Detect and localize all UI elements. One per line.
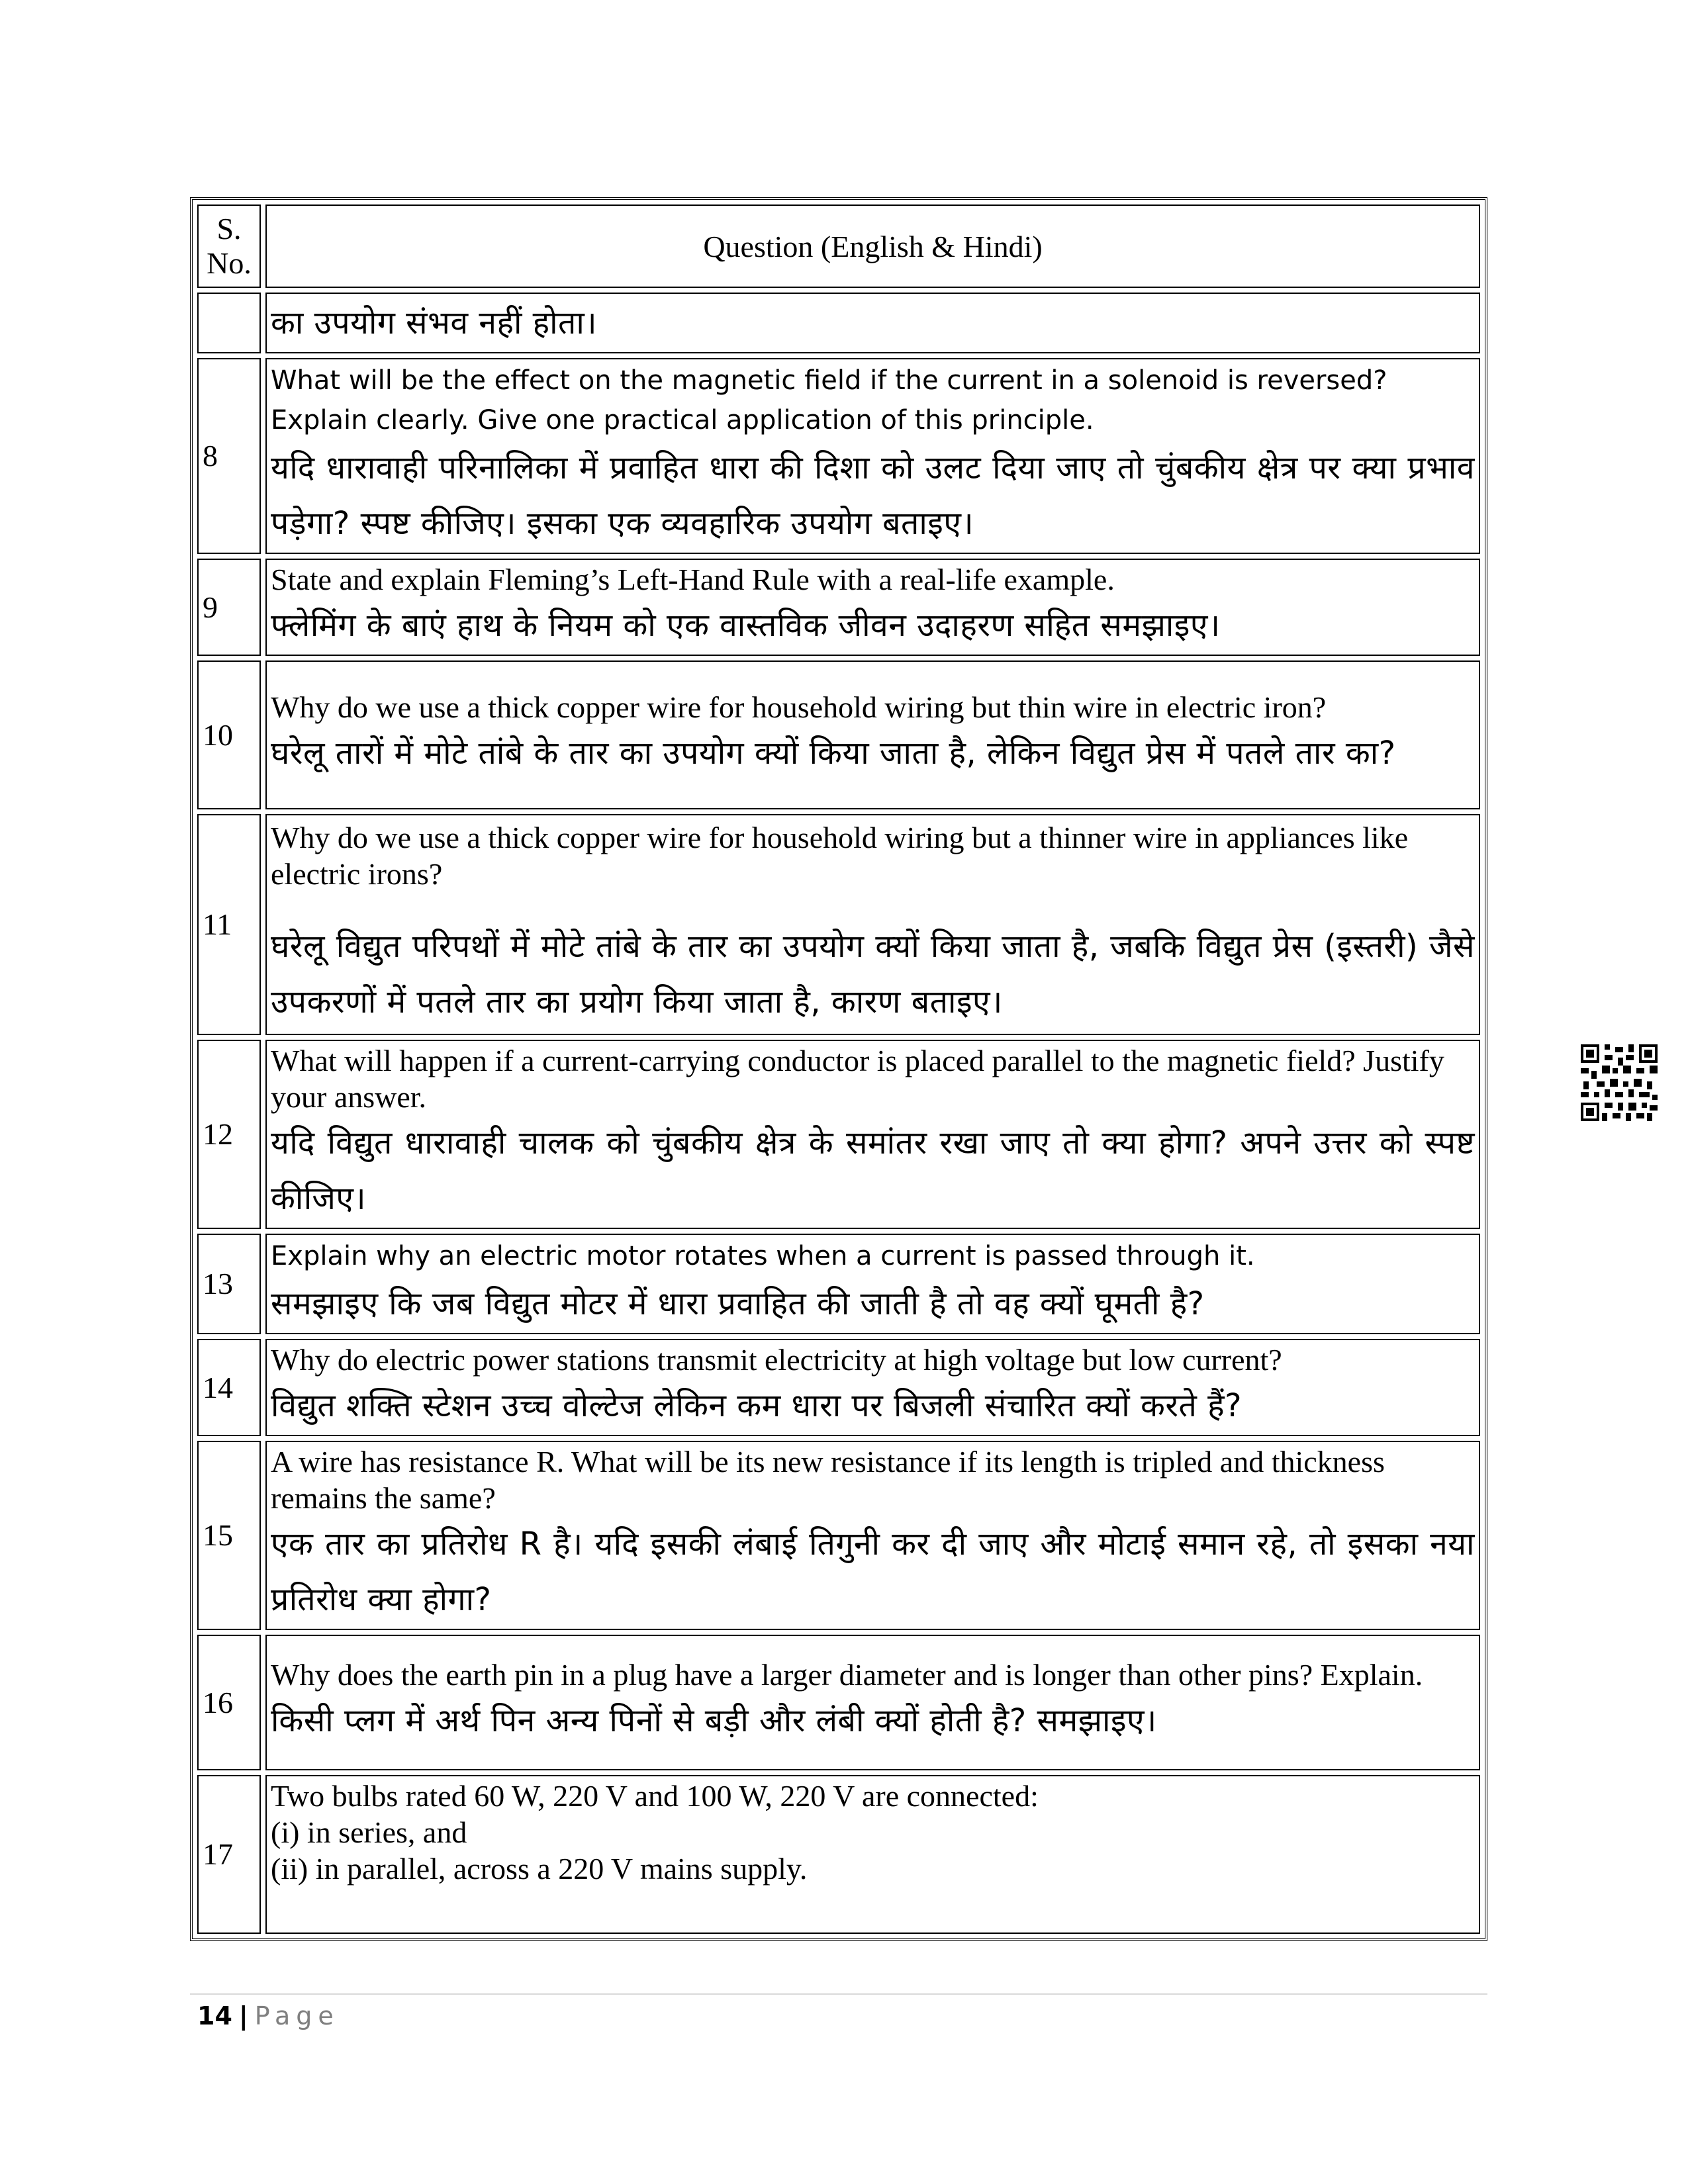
row-question [265,293,1480,353]
row-sno [197,293,261,353]
row-question [265,1441,1480,1630]
row-sno: 10 [197,660,261,809]
header-question: Question (English & Hindi) [265,205,1480,288]
question-english: (ii) in parallel, across a 220 V mains supply. [271,1852,808,1886]
table-row [197,660,1480,809]
qr-code-icon [1581,1044,1658,1121]
row-sno: 12 [197,1040,261,1229]
page-footer [197,2000,340,2032]
question-hindi: किसी प्लग में अर्थ पिन अन्य पिनों से बड़ी और लंबी क्यों होती है? समझाइए। [271,1702,1157,1739]
row-question [265,660,1480,809]
question-english: What will be the effect on the magnetic field if the current in a solenoid is reversed? Explain clearly. Give one practical application of this principle. [271,365,1387,435]
question-english: Why do we use a thick copper wire for household wiring but thin wire in electric iron? [271,690,1327,724]
footer-divider [190,1993,1487,1995]
table-row [197,814,1480,1035]
question-hindi: यदि विद्युत धारावाही चालक को चुंबकीय क्षेत्र के समांतर रखा जाए तो क्या होगा? अपने उत्तर को स्पष्ट कीजिए। [271,1124,1475,1217]
question-hindi: का उपयोग संभव नहीं होता। [271,304,598,341]
question-english: Explain why an electric motor rotates when a current is passed through it. [271,1241,1255,1271]
row-sno: 14 [197,1339,261,1436]
row-question [265,1234,1480,1334]
row-sno: 13 [197,1234,261,1334]
table-row [197,1441,1480,1630]
row-question [265,1775,1480,1934]
table-row [197,293,1480,353]
table-row [197,1635,1480,1770]
question-english: A wire has resistance R. What will be its new resistance if its length is tripled and thickness remains the same? [271,1445,1385,1515]
spacer [271,892,1475,919]
question-hindi: घरेलू तारों में मोटे तांबे के तार का उपयोग क्यों किया जाता है, लेकिन विद्युत प्रेस में पतले तार का? [271,735,1396,772]
row-sno: 17 [197,1775,261,1934]
page-number: 14 [197,2001,232,2030]
question-english: What will happen if a current-carrying conductor is placed parallel to the magnetic field? Justify your answer. [271,1044,1444,1114]
question-hindi: यदि धारावाही परिनालिका में प्रवाहित धारा की दिशा को उलट दिया जाए तो चुंबकीय क्षेत्र पर क्या प्रभाव पड़ेगा? स्पष्ट कीजिए। इसका एक व्यवहारिक उपयोग बताइए। [271,449,1475,542]
table-header-row [197,205,1480,288]
table-row [197,559,1480,656]
question-english: State and explain Fleming’s Left-Hand Rule with a real-life example. [271,563,1115,596]
row-question [265,559,1480,656]
row-question [265,1040,1480,1229]
row-sno: 9 [197,559,261,656]
table-row [197,1040,1480,1229]
page-label: Page [254,2001,340,2030]
question-english: Why do electric power stations transmit electricity at high voltage but low current? [271,1343,1282,1377]
question-hindi: समझाइए कि जब विद्युत मोटर में धारा प्रवाहित की जाती है तो वह क्यों घूमती है? [271,1285,1205,1322]
question-table [190,197,1487,1941]
table-row [197,358,1480,554]
footer-separator: | [238,2001,248,2030]
table-row [197,1339,1480,1436]
row-question [265,1635,1480,1770]
row-sno: 8 [197,358,261,554]
question-english: Why do we use a thick copper wire for household wiring but a thinner wire in appliances like electric irons? [271,821,1409,891]
row-sno: 11 [197,814,261,1035]
question-english: Two bulbs rated 60 W, 220 V and 100 W, 220 V are connected: [271,1779,1039,1813]
question-hindi: घरेलू विद्युत परिपथों में मोटे तांबे के तार का उपयोग क्यों किया जाता है, जबकि विद्युत प्रेस (इस्तरी) जैसे उपकरणों में पतले तार का प्रयोग किया जाता है, कारण बताइए। [271,928,1475,1021]
row-sno: 16 [197,1635,261,1770]
header-sno: S. No. [197,205,261,288]
question-english: Why does the earth pin in a plug have a larger diameter and is longer than other pins? Explain. [271,1658,1423,1692]
row-question [265,814,1480,1035]
table-row [197,1775,1480,1934]
row-question [265,358,1480,554]
row-question [265,1339,1480,1436]
table-row [197,1234,1480,1334]
question-hindi: विद्युत शक्ति स्टेशन उच्च वोल्टेज लेकिन कम धारा पर बिजली संचारित क्यों करते हैं? [271,1387,1243,1424]
question-hindi: एक तार का प्रतिरोध R है। यदि इसकी लंबाई तिगुनी कर दी जाए और मोटाई समान रहे, तो इसका नया प्रतिरोध क्या होगा? [271,1525,1475,1618]
question-hindi: फ्लेमिंग के बाएं हाथ के नियम को एक वास्तविक जीवन उदाहरण सहित समझाइए। [271,607,1221,644]
row-sno: 15 [197,1441,261,1630]
question-english: (i) in series, and [271,1815,467,1849]
